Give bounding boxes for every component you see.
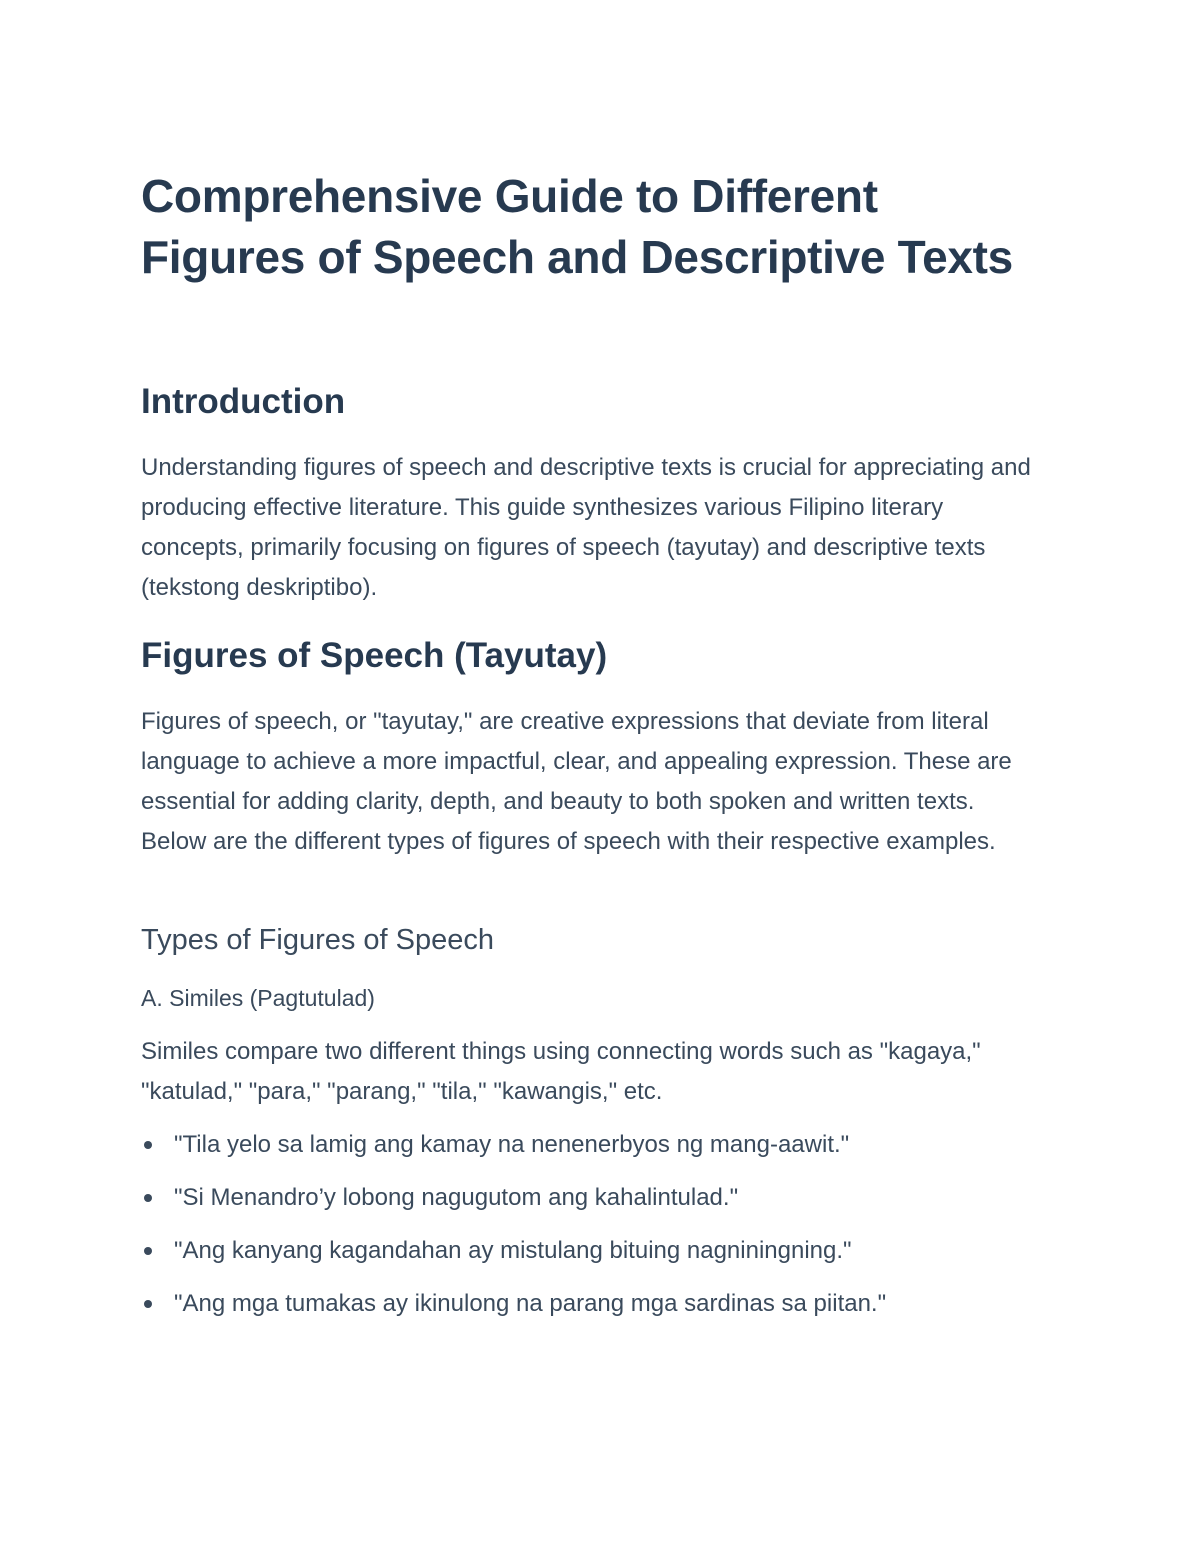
example-text: "Si Menandro’y lobong nagugutom ang kahalintulad.": [174, 1184, 739, 1211]
figures-of-speech-heading: Figures of Speech (Tayutay): [141, 636, 608, 675]
similes-paragraph: Similes compare two different things using connecting words such as "kagaya," "katulad," "para," "parang," "tila," "kawangis," etc.: [141, 1038, 981, 1105]
list-item: [141, 1231, 886, 1284]
list-item: [141, 1125, 886, 1178]
list-item: [141, 1284, 886, 1337]
example-text: "Ang mga tumakas ay ikinulong na parang mga sardinas sa piitan.": [174, 1290, 887, 1317]
bullet-dot-icon: [144, 1300, 152, 1308]
document-title: Comprehensive Guide to Different Figures of Speech and Descriptive Texts: [141, 170, 1013, 283]
list-item: [141, 1178, 886, 1231]
figures-of-speech-paragraph: Figures of speech, or "tayutay," are creative expressions that deviate from literal language to achieve a more impactful, clear, and appealing expression. These are essential for adding clarity, depth, and beauty to both spoken and written texts. Below are the different types of figures of speech with their respective examples.: [141, 708, 1012, 855]
types-heading: Types of Figures of Speech: [141, 924, 495, 956]
bullet-dot-icon: [144, 1141, 152, 1149]
bullet-dot-icon: [144, 1194, 152, 1202]
bullet-dot-icon: [144, 1247, 152, 1255]
example-text: "Ang kanyang kagandahan ay mistulang bituing nagniningning.": [174, 1237, 852, 1264]
similes-examples-list: [141, 1125, 886, 1337]
similes-heading: A. Similes (Pagtutulad): [141, 985, 375, 1011]
introduction-heading: Introduction: [141, 382, 346, 421]
introduction-paragraph: Understanding figures of speech and descriptive texts is crucial for appreciating and producing effective literature. This guide synthesizes various Filipino literary concepts, primarily focusing on figures of speech (tayutay) and descriptive texts (tekstong deskriptibo).: [141, 454, 1031, 601]
example-text: "Tila yelo sa lamig ang kamay na nenenerbyos ng mang-aawit.": [174, 1131, 850, 1158]
